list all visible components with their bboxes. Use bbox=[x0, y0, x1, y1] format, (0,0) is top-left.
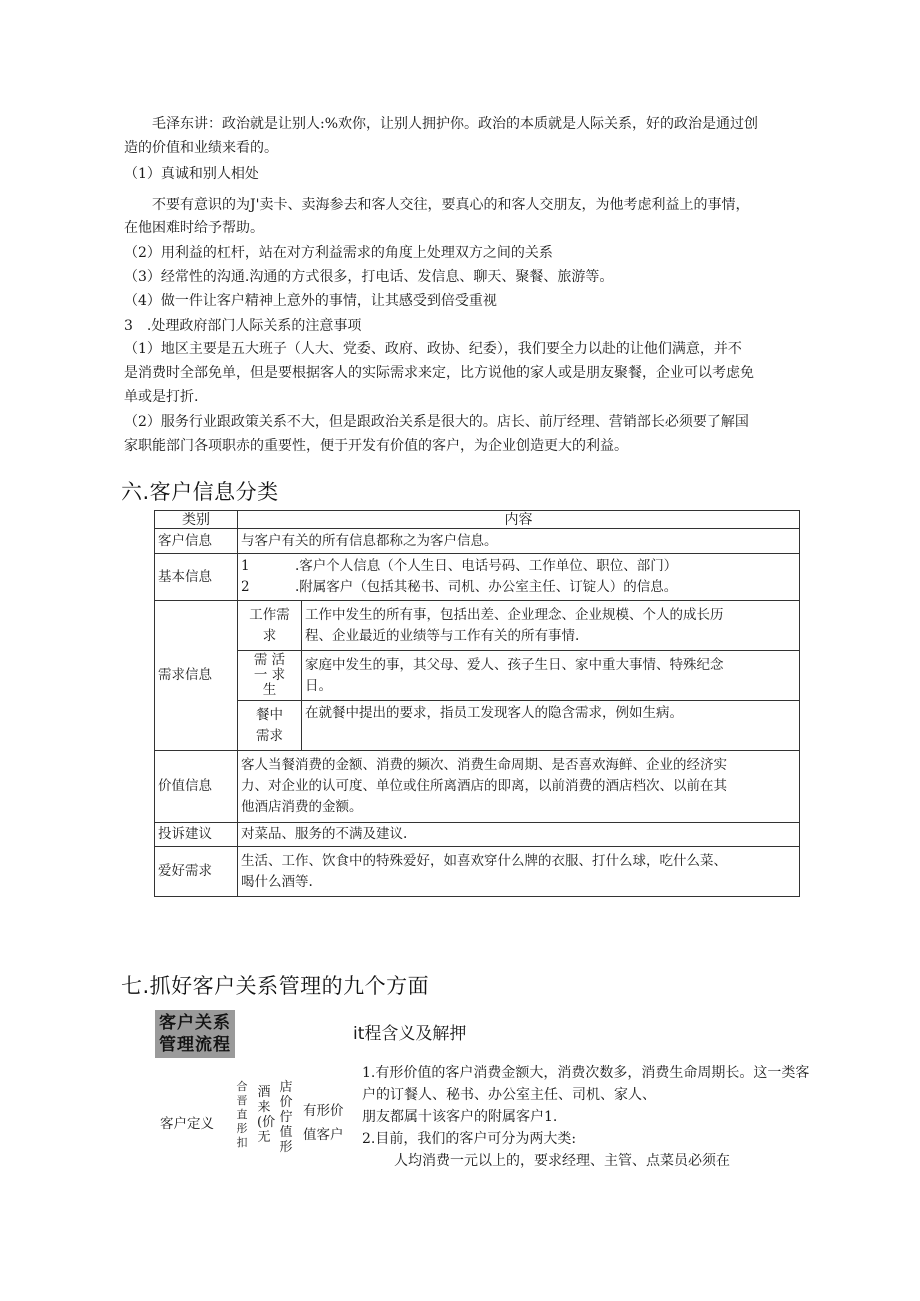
vertical-text-column: 合晋直彤扣 bbox=[236, 1080, 248, 1149]
demand-work-content-line: 工作中发生的所有事，包括出差、企业理念、企业规模、个人的成长历 bbox=[305, 606, 724, 623]
demand-life-label bbox=[238, 651, 302, 701]
tangible-value-customer bbox=[303, 1099, 344, 1147]
demand-life-content-line: 日。 bbox=[305, 677, 332, 694]
item-3: （3）经常性的沟通.沟通的方式很多，打电话、发信息、聊天、聚餐、旅游等。 bbox=[124, 269, 614, 285]
category-value-info: 价值信息 bbox=[155, 751, 238, 823]
table-header-category: 类别 bbox=[155, 511, 238, 529]
section-6-heading: 六.客户信息分类 bbox=[121, 480, 279, 504]
demand-life-content-line: 家庭中发生的事，其父母、爱人、孩子生日、家中重大事情、特殊纪念 bbox=[305, 656, 724, 673]
category-complaint: 投诉建议 bbox=[155, 823, 238, 847]
definition-line: 人均消费一元以上的，要求经理、主管、点菜员必须在 bbox=[394, 1153, 730, 1169]
process-title: it程含义及解押 bbox=[353, 1024, 467, 1044]
vertical-text-column: 店价佇值形 bbox=[279, 1080, 293, 1155]
section-3-item-2-line: 家职能部门各项职赤的重要性，便于开发有价值的客户，为企业创造更大的利益。 bbox=[124, 438, 628, 454]
value-info-line: 客人当餐消费的金额、消费的频次、消费生命周期、是否喜欢海鲜、企业的经济实 bbox=[241, 757, 727, 773]
definition-line: 2.目前，我们的客户可分为两大类: bbox=[362, 1131, 577, 1147]
intro-paragraph-line: 造的价值和业绩来看的。 bbox=[124, 140, 278, 156]
definition-line: 1.有形价值的客户消费金额大，消费次数多，消费生命周期长。这一类客 bbox=[362, 1065, 810, 1081]
demand-life-label-line: 一 求 bbox=[253, 667, 286, 683]
item-1-title: （1）真诚和别人相处 bbox=[124, 166, 259, 182]
definition-line: 户的订餐人、秘书、办公室主任、司机、家人、 bbox=[362, 1087, 656, 1103]
content-customer-info: 与客户有关的所有信息都称之为客户信息。 bbox=[238, 529, 800, 554]
category-hobby: 爱好需求 bbox=[155, 847, 238, 897]
demand-meal-content: 在就餐中提出的要求，指员工发现客人的隐含需求，例如生病。 bbox=[302, 701, 800, 751]
category-basic-info: 基本信息 bbox=[155, 554, 238, 601]
demand-life-label-line: 需 活 bbox=[253, 652, 286, 668]
demand-life-label-line: 生 bbox=[262, 682, 277, 698]
item-1-body-line: 不要有意识的为J'卖卡、卖海参去和客人交往，要真心的和客人交朋友，为他考虑利益上的事情， bbox=[152, 197, 750, 213]
tangible-line: 有形价 bbox=[303, 1103, 344, 1119]
basic-info-item: .附属客户（包括其秘书、司机、办公室主任、订锭人）的信息。 bbox=[295, 579, 678, 595]
item-1-body-line: 在他困难时给予帮助。 bbox=[124, 220, 264, 236]
content-hobby bbox=[238, 847, 800, 897]
item-2: （2）用利益的杠杆，站在对方利益需求的角度上处理双方之间的关系 bbox=[124, 245, 553, 261]
section-3-title: 3 .处理政府部门人际关系的注意事项 bbox=[124, 318, 362, 334]
customer-definition-label: 客户定义 bbox=[160, 1116, 214, 1132]
demand-work-label-line: 求 bbox=[262, 627, 277, 644]
value-info-line: 力、对企业的认可度、单位或住所离酒店的即离，以前消费的酒店档次、以前在其 bbox=[241, 778, 727, 794]
demand-meal-label bbox=[238, 701, 302, 751]
hobby-line: 生活、工作、饮食中的特殊爱好，如喜欢穿什么牌的衣服、打什么球，吃什么菜、 bbox=[241, 852, 727, 869]
item-4: （4）做一件让客户精神上意外的事情，让其感受到倍受重视 bbox=[124, 293, 497, 309]
customer-info-table bbox=[154, 510, 800, 897]
section-7-heading: 七.抓好客户关系管理的九个方面 bbox=[121, 974, 430, 998]
intro-paragraph-line: 毛泽东讲：政治就是让别人:%欢你，让别人拥护你。政治的本质就是人际关系，好的政治是通过创 bbox=[152, 116, 759, 132]
value-info-line: 他酒店消费的金额。 bbox=[241, 799, 363, 815]
category-customer-info: 客户信息 bbox=[155, 529, 238, 554]
content-complaint: 对菜品、服务的不满及建议. bbox=[238, 823, 800, 847]
tangible-line: 值客户 bbox=[303, 1127, 344, 1143]
section-3-item-2-line: （2）服务行业跟政策关系不大，但是跟政治关系是很大的。店长、前厅经理、营销部长必须要了解国 bbox=[124, 414, 749, 430]
basic-info-item-number: 2 bbox=[241, 579, 250, 595]
section-3-item-1-line: 是消费时全部免单，但是要根据客人的实际需求来定，比方说他的家人或是朋友聚餐，企业可以考虑免 bbox=[124, 365, 754, 381]
basic-info-item: .客户个人信息（个人生日、电话号码、工作单位、职位、部门） bbox=[295, 558, 678, 574]
section-3-item-1-line: 单或是打折. bbox=[124, 389, 199, 405]
demand-work-content bbox=[302, 601, 800, 651]
demand-life-content bbox=[302, 651, 800, 701]
basic-info-item-number: 1 bbox=[241, 558, 250, 574]
demand-work-content-line: 程、企业最近的业绩等与工作有关的所有事情. bbox=[305, 627, 580, 644]
category-demand-info: 需求信息 bbox=[155, 601, 238, 751]
demand-work-label bbox=[238, 601, 302, 651]
logo-line: 管理流程 bbox=[159, 1035, 231, 1055]
crm-process-logo bbox=[155, 1010, 235, 1058]
hobby-line: 喝什么酒等. bbox=[241, 873, 313, 890]
section-3-item-1-line: （1）地区主要是五大班子（人大、党委、政府、政协、纪委），我们要全力以赴的让他们满意，并不 bbox=[124, 341, 742, 357]
logo-line: 客户关系 bbox=[159, 1013, 231, 1033]
customer-definition-text bbox=[362, 1062, 872, 1172]
demand-work-label-line: 工作需 bbox=[249, 606, 290, 623]
table-header-content: 内容 bbox=[238, 511, 800, 529]
vertical-text-column: 酒来(价无 bbox=[257, 1085, 276, 1145]
definition-line: 朋友都属十该客户的附属客户1. bbox=[362, 1109, 558, 1125]
content-basic-info bbox=[238, 554, 800, 601]
content-value-info bbox=[238, 751, 800, 823]
demand-meal-label-line: 餐中 bbox=[256, 706, 283, 723]
demand-meal-label-line: 需求 bbox=[256, 727, 283, 744]
